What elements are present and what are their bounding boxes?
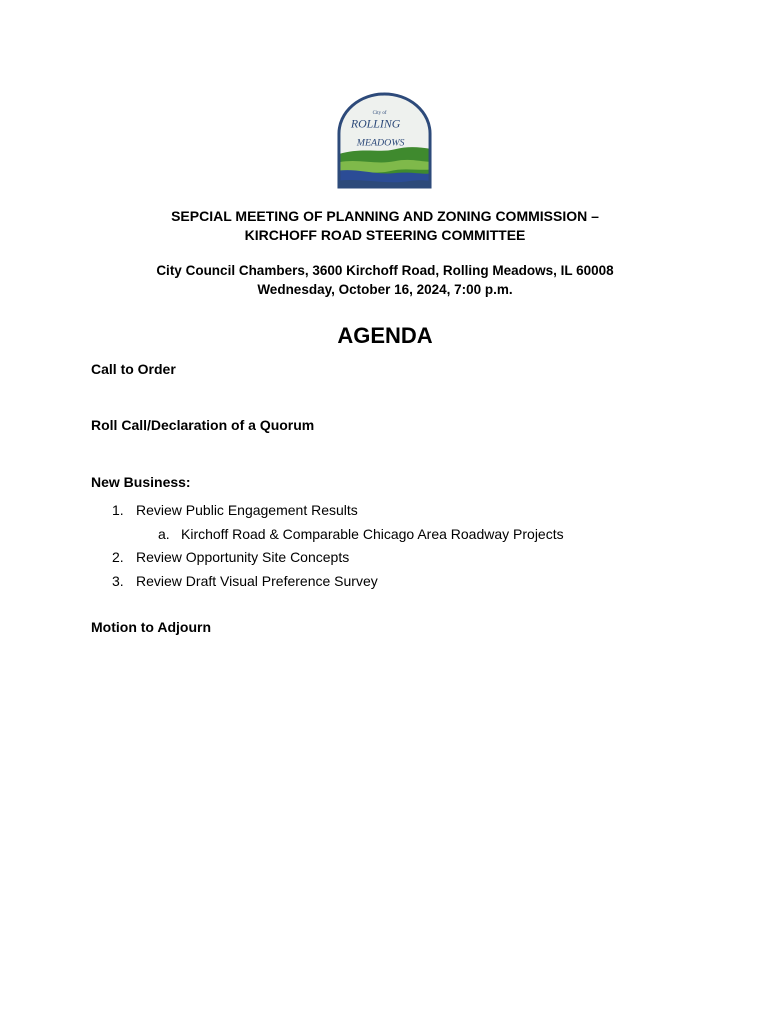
agenda-heading: AGENDA [337,323,433,348]
list-item [112,501,358,519]
list-item-text: Review Opportunity Site Concepts [136,549,350,565]
motion-to-adjourn: Motion to Adjourn [91,619,211,635]
sub-list-item-text: Kirchoff Road & Comparable Chicago Area Roadway Projects [181,526,564,542]
list-item-number: 3. [112,573,124,589]
meeting-title [0,207,770,245]
meeting-datetime: Wednesday, October 16, 2024, 7:00 p.m. [257,282,513,297]
list-item [112,572,378,590]
sub-list-item-letter: a. [158,526,170,542]
call-to-order: Call to Order [91,361,176,377]
meeting-title-line2: KIRCHOFF ROAD STEERING COMMITTEE [244,227,526,243]
roll-call: Roll Call/Declaration of a Quorum [91,417,315,433]
list-item-number: 1. [112,502,124,518]
logo-graphic [335,92,434,191]
list-item-number: 2. [112,549,124,565]
list-item [112,548,349,566]
meeting-details [0,261,770,299]
sub-list-item [158,525,564,543]
new-business-heading: New Business: [91,474,191,490]
meeting-title-line1: SEPCIAL MEETING OF PLANNING AND ZONING COMMISSION – [171,208,599,224]
rolling-meadows-logo [335,92,434,191]
logo-small-text: City of [372,110,387,116]
meeting-location: City Council Chambers, 3600 Kirchoff Road, Rolling Meadows, IL 60008 [156,263,614,278]
logo-line2: MEADOWS [356,137,405,149]
list-item-text: Review Draft Visual Preference Survey [136,573,378,589]
logo-line1: ROLLING [350,116,401,131]
list-item-text: Review Public Engagement Results [136,502,358,518]
